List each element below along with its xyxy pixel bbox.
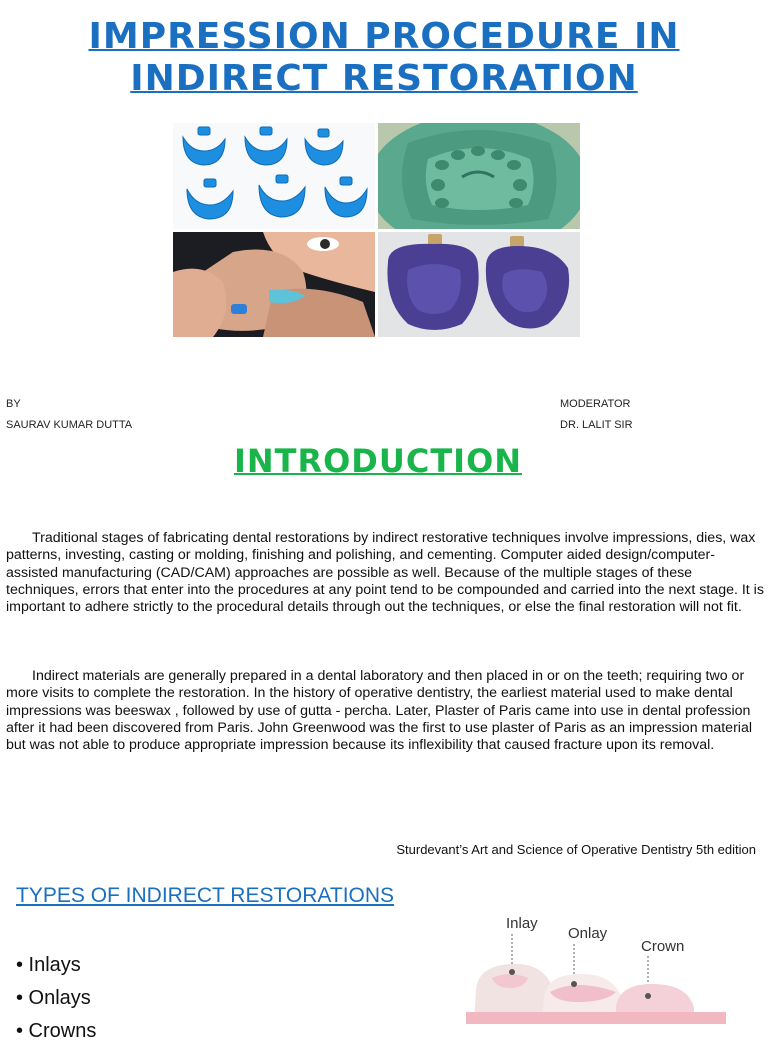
- intro-paragraph-2: Indirect materials are generally prepared in a dental laboratory and then placed in or on the teeth; requiring two or more visits to complete the restoration. In the history of operative dentistry, the earliest material used to make dental impressions was beeswax , followed by use of gutta - percha. Later, Plaster of Paris came into use in dental profession after it had been discovered from Paris. John Greenwood was the first to use plaster of Paris as an impression material but was not able to produce appropriate impression because its inflexibility that caused fracture upon its removal.: [6, 668, 752, 754]
- introduction-heading-text: INTRODUCTION: [233, 442, 523, 480]
- title-line-1: IMPRESSION PROCEDURE IN: [88, 16, 680, 57]
- patient-impression-photo: [173, 232, 375, 337]
- types-heading: TYPES OF INDIRECT RESTORATIONS: [16, 884, 395, 907]
- types-list: [16, 952, 96, 1051]
- onlay-label: Onlay: [568, 925, 608, 942]
- intro-paragraph-1: Traditional stages of fabricating dental restorations by indirect restorative techniques involve impressions, dies, wax patterns, investing, casting or molding, finishing and polishing, and cementing. Computer aided design/computer-assisted manufacturing (CAD/CAM) approaches are possible as well. Because of the multiple stages of these techniques, errors that enter into the procedures at any point tend to be compounded and carried into the next stage. It is important to adhere strictly to the procedural details through out the techniques, or else the final restoration will not fit.: [6, 530, 764, 616]
- reference-citation: Sturdevant’s Art and Science of Operative Dentistry 5th edition: [396, 842, 756, 857]
- list-item: • Inlays: [16, 954, 81, 976]
- inlay-label: Inlay: [506, 915, 538, 932]
- by-label: BY: [6, 398, 21, 410]
- impression-photo-collage: [173, 123, 580, 337]
- moderator-name: DR. LALIT SIR: [560, 419, 633, 431]
- document-title: [0, 16, 768, 100]
- putty-impressions-photo: [378, 232, 580, 337]
- crown-label: Crown: [641, 938, 685, 955]
- alginate-impression-photo: [378, 123, 580, 229]
- list-item: • Onlays: [16, 987, 91, 1009]
- list-item: • Crowns: [16, 1020, 97, 1042]
- impression-trays-photo: [173, 123, 375, 229]
- title-line-2: INDIRECT RESTORATION: [130, 58, 638, 99]
- presenter-name: SAURAV KUMAR DUTTA: [6, 419, 133, 431]
- moderator-label: MODERATOR: [560, 398, 631, 410]
- introduction-heading: [0, 442, 756, 480]
- restoration-types-diagram: [466, 906, 726, 1024]
